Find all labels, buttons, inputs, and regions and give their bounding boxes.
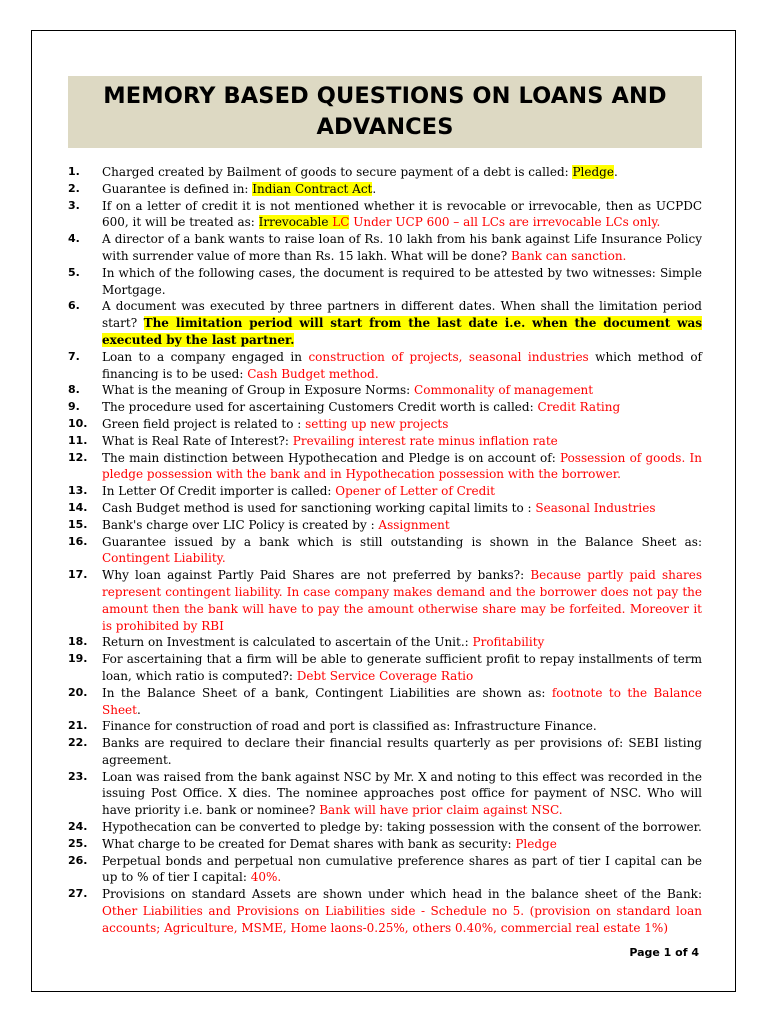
question-number: 2.: [68, 181, 80, 195]
question-number: 19.: [68, 652, 88, 666]
answer-text: which method of financing is to be used:: [102, 349, 703, 381]
list-item: [68, 534, 702, 568]
list-item: [68, 634, 702, 651]
answer-text: Indian Contract Act: [252, 181, 373, 196]
question-number: 26.: [68, 853, 88, 867]
question-number: 5.: [68, 265, 80, 279]
question-number: 7.: [68, 349, 80, 363]
answer-text: Seasonal Industries: [535, 500, 656, 515]
list-item: [68, 517, 702, 534]
question-text: For ascertaining that a firm will be able to generate sufficient profit to repay installments of term loan, which ratio is computed?:: [102, 652, 702, 683]
question-number: 4.: [68, 232, 80, 246]
answer-text: Cash Budget method.: [247, 366, 379, 381]
question-number: 15.: [68, 517, 88, 531]
answer-text: Opener of Letter of Credit: [335, 484, 495, 499]
question-text: The main distinction between Hypothecation and Pledge is on account of:: [102, 450, 560, 465]
question-number: 27.: [68, 887, 88, 901]
question-text: Charged created by Bailment of goods to secure payment of a debt is called:: [102, 165, 573, 179]
question-text: Finance for construction of road and port is classified as: Infrastructure Finance.: [102, 719, 597, 734]
answer-text: Pledge: [515, 836, 557, 851]
list-item: [68, 483, 702, 500]
question-text: Banks are required to declare their financial results quarterly as per provisions of: SEBI listing agreement.: [102, 736, 702, 767]
question-text: Loan was raised from the bank against NSC by Mr. X and noting to this effect was recorded in the issuing Post Office. X dies. The nominee approaches post office for payment of NSC. Who will have priority i.e. bank or nominee?: [102, 769, 702, 818]
question-number: 25.: [68, 836, 88, 850]
question-text: What is Real Rate of Interest?:: [102, 433, 293, 448]
answer-text: Profitability: [472, 635, 545, 650]
page-number: Page 1 of 4: [629, 946, 699, 959]
answer-text: Credit Rating: [537, 400, 621, 415]
question-text: In which of the following cases, the document is required to be attested by two witnesses: Simple Mortgage.: [102, 265, 702, 297]
answer-text: Assignment: [378, 517, 450, 532]
list-item: [68, 231, 702, 265]
answer-text: Commonality of management: [414, 383, 594, 398]
answer-text: LC: [332, 215, 350, 230]
list-item: [68, 769, 702, 819]
question-text: A director of a bank wants to raise loan of Rs. 10 lakh from his bank against Life Insurance Policy with surrender value of more than Rs. 15 lakh. What will be done?: [102, 232, 702, 263]
list-item: [68, 567, 702, 634]
answer-text: Contingent Liability.: [102, 551, 226, 566]
question-number: 10.: [68, 416, 88, 430]
question-text: The procedure used for ascertaining Customers Credit worth is called:: [102, 400, 538, 415]
answer-text: .: [613, 165, 618, 179]
question-number: 6.: [68, 299, 80, 313]
question-list: [68, 164, 702, 937]
question-number: 20.: [68, 685, 88, 699]
answer-text: Debt Service Coverage Ratio: [296, 668, 474, 683]
question-text: Cash Budget method is used for sanctioning working capital limits to :: [102, 500, 536, 515]
question-text: In the Balance Sheet of a bank, Contingent Liabilities are shown as:: [102, 685, 552, 700]
document-page: [31, 30, 736, 992]
list-item: [68, 853, 702, 887]
question-number: 12.: [68, 450, 88, 464]
question-number: 23.: [68, 769, 88, 783]
question-text: If on a letter of credit it is not mentioned whether it is revocable or irrevocable, then as UCPDC 600, it will be treated as:: [102, 198, 702, 230]
list-item: [68, 265, 702, 299]
list-item: [68, 886, 702, 936]
list-item: [68, 433, 702, 450]
question-text: Hypothecation can be converted to pledge by: taking possession with the consent of the borrower.: [102, 820, 702, 835]
list-item: [68, 500, 702, 517]
list-item: [68, 450, 702, 484]
title-band: [68, 76, 702, 148]
question-text: Why loan against Partly Paid Shares are not preferred by banks?:: [102, 568, 531, 583]
question-number: 17.: [68, 568, 88, 582]
question-text: Green field project is related to :: [102, 416, 306, 431]
list-item: [68, 181, 702, 198]
list-item: [68, 836, 702, 853]
question-text: A document was executed by three partners in different dates. When shall the limitation period start?: [102, 299, 702, 331]
list-item: [68, 198, 702, 232]
question-text: Guarantee is defined in:: [102, 181, 253, 196]
answer-text: setting up new projects: [305, 416, 449, 431]
list-item: [68, 298, 702, 348]
question-text: Return on Investment is calculated to ascertain of the Unit.:: [102, 635, 473, 650]
answer-text: The limitation period will start from the last date i.e. when the document was executed by the last partner.: [102, 316, 702, 347]
question-number: 16.: [68, 534, 88, 548]
answer-text: Bank will have prior claim against NSC.: [319, 803, 563, 818]
question-text: What is the meaning of Group in Exposure Norms:: [102, 383, 415, 398]
answer-text: 40%.: [250, 870, 282, 885]
question-text: Loan to a company engaged in: [102, 349, 309, 364]
question-number: 24.: [68, 820, 88, 834]
question-number: 3.: [68, 198, 80, 212]
question-number: 13.: [68, 484, 88, 498]
list-item: [68, 399, 702, 416]
list-item: [68, 718, 702, 735]
list-item: [68, 416, 702, 433]
question-text: Perpetual bonds and perpetual non cumulative preference shares as part of tier I capital can be up to % of tier I capital:: [102, 853, 702, 885]
question-text: In Letter Of Credit importer is called:: [102, 484, 336, 499]
answer-text: Other Liabilities and Provisions on Liabilities side - Schedule no 5. (provision on standard loan accounts; Agriculture, MSME, Home laons-0.25%, others 0.40%, commercial real estate 1%): [102, 904, 702, 935]
answer-text: Because partly paid shares represent contingent liability. In case company makes demand and the borrower does not pay the amount then the bank will have to pay the amount otherwise share may be forfeited. Moreover it is prohibited by RBI: [102, 568, 702, 633]
answer-text: .: [372, 181, 377, 196]
document-title: MEMORY BASED QUESTIONS ON LOANS AND ADVANCES: [103, 83, 667, 140]
answer-text: footnote to the Balance Sheet: [102, 685, 703, 717]
answer-text: .: [136, 702, 141, 717]
list-item: [68, 164, 702, 181]
answer-text: construction of projects, seasonal industries: [308, 349, 589, 364]
question-number: 8.: [68, 383, 80, 397]
list-item: [68, 382, 702, 399]
list-item: [68, 685, 702, 719]
question-text: Guarantee issued by a bank which is still outstanding is shown in the Balance Sheet as:: [102, 534, 702, 549]
answer-text: Prevailing interest rate minus inflation rate: [292, 433, 558, 448]
list-item: [68, 349, 702, 383]
question-number: 1.: [68, 165, 80, 178]
list-item: [68, 819, 702, 836]
question-number: 9.: [68, 400, 80, 414]
answer-text: Possession of goods. In pledge possession with the bank and in Hypothecation possession with the borrower.: [102, 450, 702, 482]
question-number: 21.: [68, 719, 88, 733]
answer-text: Pledge: [572, 165, 614, 179]
question-number: 14.: [68, 500, 88, 514]
question-number: 22.: [68, 736, 88, 750]
question-text: Provisions on standard Assets are shown under which head in the balance sheet of the Bank:: [102, 887, 702, 902]
list-item: [68, 735, 702, 769]
question-number: 11.: [68, 433, 88, 447]
question-number: 18.: [68, 635, 88, 649]
answer-text: Irrevocable: [258, 215, 333, 230]
answer-text: Bank can sanction.: [510, 248, 627, 263]
question-text: Bank's charge over LIC Policy is created by :: [102, 517, 379, 532]
list-item: [68, 651, 702, 685]
question-text: What charge to be created for Demat shares with bank as security:: [102, 836, 516, 851]
answer-text: Under UCP 600 – all LCs are irrevocable LCs only.: [349, 215, 661, 230]
